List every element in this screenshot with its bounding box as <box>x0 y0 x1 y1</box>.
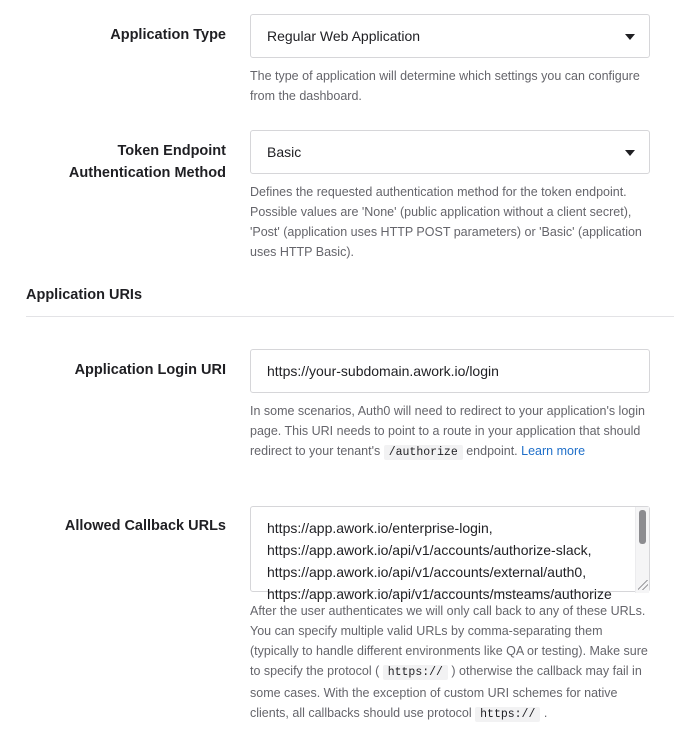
callback-url-line: https://app.awork.io/api/v1/accounts/external/auth0, <box>267 564 587 580</box>
callback-urls-label: Allowed Callback URLs <box>64 518 226 534</box>
token-endpoint-auth-help: Defines the requested authentication method for the token endpoint. Possible values are 'None' (public application without a client secret), 'Post' (application uses HTTP POST parameters) or 'Basic' (application uses HTTP Basic). <box>250 185 642 259</box>
https-code: https:// <box>383 665 448 680</box>
login-uri-label: Application Login URI <box>74 362 226 378</box>
chevron-down-icon <box>625 34 635 40</box>
token-endpoint-auth-select[interactable] <box>250 130 650 174</box>
scrollbar-thumb[interactable] <box>639 510 646 544</box>
login-uri-input[interactable] <box>250 349 650 393</box>
authorize-code: /authorize <box>384 445 463 460</box>
token-endpoint-auth-label <box>0 140 226 184</box>
callback-url-line: https://app.awork.io/api/v1/accounts/authorize-slack, <box>267 542 592 558</box>
application-type-help: The type of application will determine which settings you can configure from the dashboard. <box>250 69 640 103</box>
section-divider <box>26 316 674 317</box>
resize-handle-icon[interactable] <box>638 580 648 590</box>
callback-url-line: https://app.awork.io/enterprise-login, <box>267 520 493 536</box>
callback-help-text-2: ) otherwise the callback may fail in some cases. With the exception of custom URI schemes for native clients, all callbacks should use protocol <box>250 664 642 720</box>
token-endpoint-auth-label-line1: Token Endpoint <box>117 143 226 159</box>
application-type-label: Application Type <box>110 27 226 43</box>
login-uri-help-endpoint: endpoint. <box>466 444 518 458</box>
login-uri-help <box>250 401 650 463</box>
token-endpoint-auth-value: Basic <box>267 144 302 160</box>
application-type-select[interactable] <box>250 14 650 58</box>
callback-urls-help <box>250 601 650 725</box>
login-uri-value: https://your-subdomain.awork.io/login <box>267 363 499 379</box>
https-code: https:// <box>475 707 540 722</box>
learn-more-link[interactable]: Learn more <box>521 444 586 458</box>
application-type-value: Regular Web Application <box>267 28 421 44</box>
token-endpoint-auth-label-line2: Authentication Method <box>68 165 226 181</box>
callback-help-text-3: . <box>543 706 548 720</box>
application-uris-heading: Application URIs <box>26 287 143 303</box>
callback-help-text-1: After the user authenticates we will only call back to any of these URLs. You can specify multiple valid URLs by comma-separating them (typically to handle different environments like QA or testing). Make sure to specify the protocol ( <box>250 604 648 678</box>
login-uri-help-text: In some scenarios, Auth0 will need to redirect to your application's login page. This URI needs to point to a route in your application that should redirect to your tenant's <box>250 404 645 458</box>
callback-url-line: https://app.awork.io/api/v1/accounts/msteams/authorize <box>267 586 612 602</box>
callback-urls-textarea[interactable] <box>250 506 650 602</box>
chevron-down-icon <box>625 150 635 156</box>
